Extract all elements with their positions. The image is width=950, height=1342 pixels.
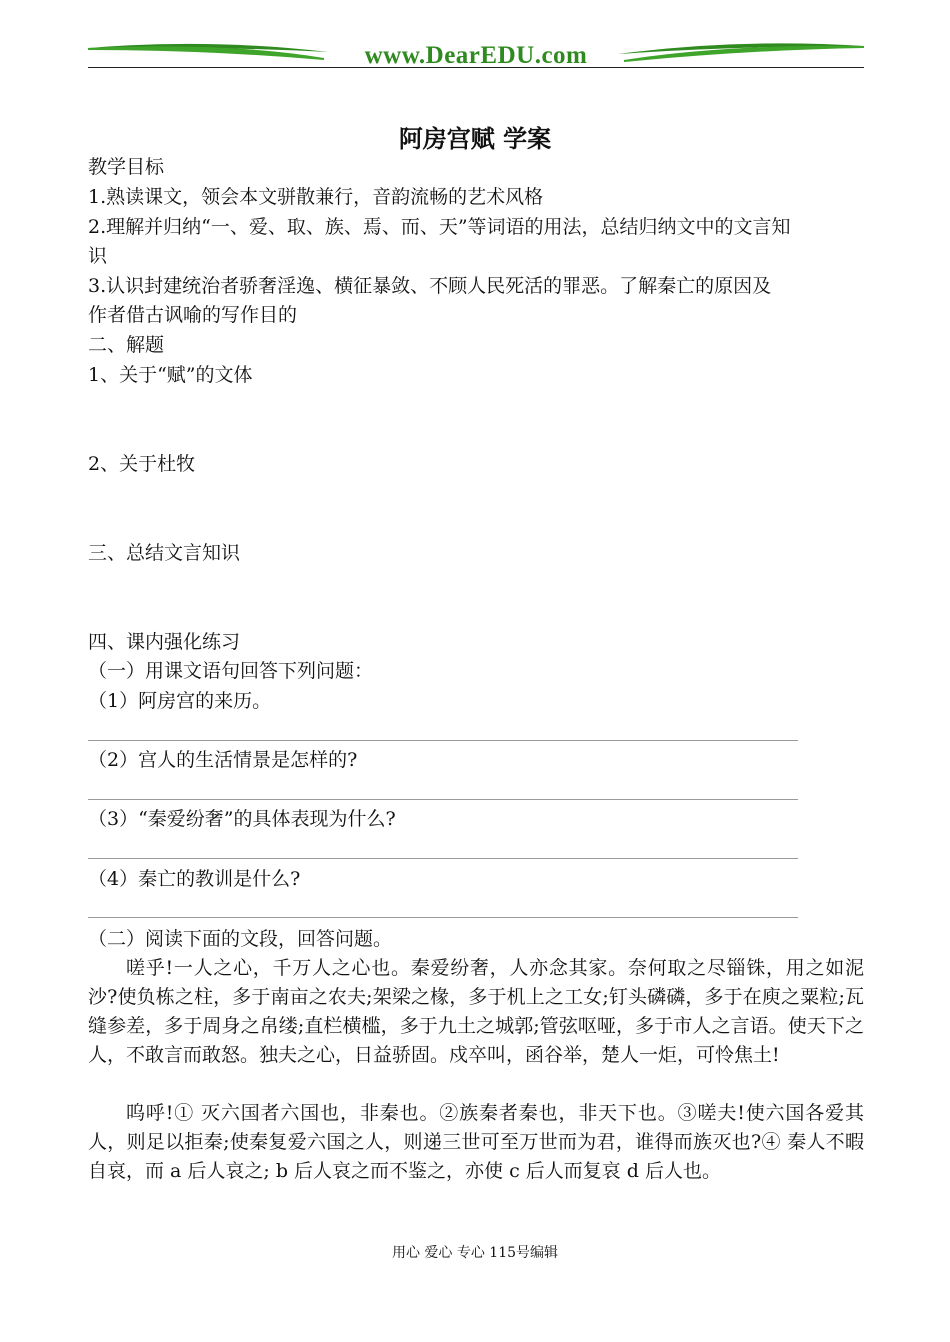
site-logo-text: www.DearEDU.com <box>364 42 588 69</box>
question-3: （3）“秦爱纷奢”的具体表现为什么? <box>88 808 396 830</box>
jieti-item-2: 2、关于杜牧 <box>88 453 196 475</box>
question-1: （1）阿房宫的来历。 <box>88 690 272 712</box>
site-header-banner <box>88 36 864 72</box>
answer-line-3 <box>88 858 798 859</box>
goal-2-line-2: 识 <box>88 245 108 267</box>
jieti-item-1: 1、关于“赋”的文体 <box>88 364 253 386</box>
jieti-heading: 二、解题 <box>88 334 165 356</box>
question-4: （4）秦亡的教训是什么? <box>88 868 301 890</box>
part-1-heading: （一）用课文语句回答下列问题： <box>88 660 374 682</box>
question-2: （2）宫人的生活情景是怎样的? <box>88 749 358 771</box>
goal-3-line-1: 3.认识封建统治者骄奢淫逸、横征暴敛、不顾人民死活的罪恶。了解秦亡的原因及 <box>88 275 772 297</box>
answer-line-2 <box>88 799 798 800</box>
goal-1: 1.熟读课文，领会本文骈散兼行，音韵流畅的艺术风格 <box>88 186 544 208</box>
header-rule <box>88 67 864 68</box>
goals-heading: 教学目标 <box>88 156 165 178</box>
answer-line-1 <box>88 740 798 741</box>
practice-heading: 四、课内强化练习 <box>88 631 241 653</box>
answer-line-4 <box>88 917 798 918</box>
goal-3-line-2: 作者借古讽喻的写作目的 <box>88 304 298 326</box>
passage-paragraph-2: 呜呼!① 灭六国者六国也，非秦也。②族秦者秦也，非天下也。③嗟夫!使六国各爱其人，则足以拒秦;使秦复爱六国之人，则递三世可至万世而为君，谁得而族灭也?④ 秦人不暇自哀，而 a 后人哀之; b 后人哀之而不鉴之，亦使 c 后人而复哀 d 后人也。 <box>88 1102 864 1182</box>
passage-paragraph-1: 嗟乎!一人之心，千万人之心也。秦爱纷奢，人亦念其家。奈何取之尽锱铢，用之如泥沙?使负栋之柱，多于南亩之农夫;架梁之椽，多于机上之工女;钉头磷磷，多于在庾之粟粒;瓦缝参差，多于周身之帛缕;直栏横槛，多于九土之城郭;管弦呕哑，多于市人之言语。使天下之人，不敢言而敢怒。独夫之心，日益骄固。戍卒叫，函谷举，楚人一炬，可怜焦土! <box>88 957 864 1066</box>
goal-2-line-1: 2.理解并归纳“一、爱、取、族、焉、而、天”等词语的用法，总结归纳文中的文言知 <box>88 216 791 238</box>
page-footer: 用心 爱心 专心 115号编辑 <box>391 1245 559 1261</box>
part-2-heading: （二）阅读下面的文段，回答问题。 <box>88 928 393 950</box>
summary-heading: 三、总结文言知识 <box>88 542 241 564</box>
page-title: 阿房宫赋 学案 <box>398 124 552 153</box>
